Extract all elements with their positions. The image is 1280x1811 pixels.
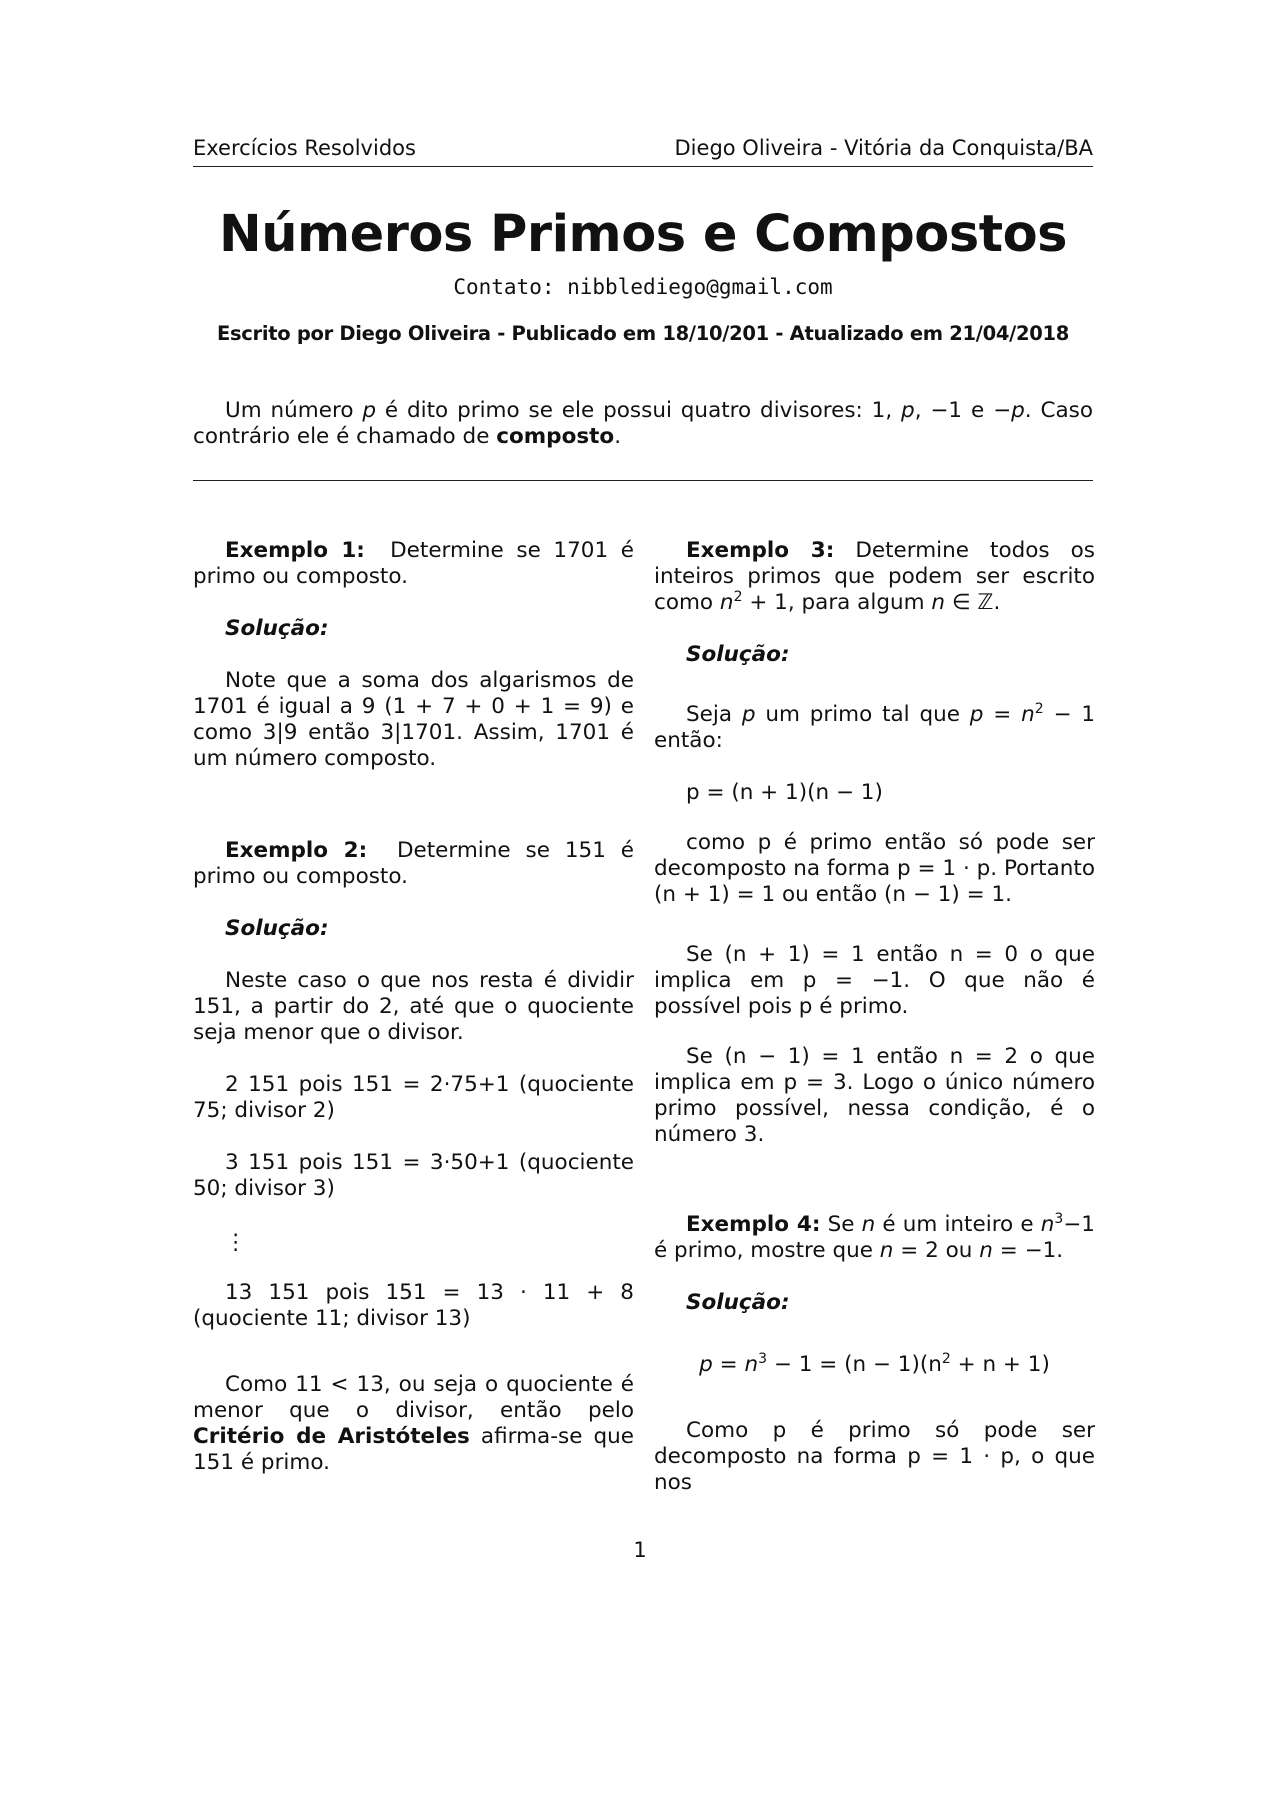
solution-label: Solução:	[225, 616, 329, 641]
equation-2: $p = n^3 - 1 = (n - 1)(n^2 + n + 1)$	[699, 1351, 1050, 1377]
example-3-para-2: Se (n + 1) = 1 então n = 0 o que implica em p = −1. O que não é possível pois p é primo.	[654, 942, 1095, 1019]
header-right: Diego Oliveira - Vitória da Conquista/BA	[674, 136, 1093, 160]
division-step-2: 3 151 pois 151 = 3·50+1 (quociente 50; divisor 3)	[193, 1150, 634, 1201]
header-left: Exercícios Resolvidos	[193, 136, 416, 160]
running-header	[193, 136, 1093, 167]
byline: Escrito por Diego Oliveira - Publicado em 18/10/201 - Atualizado em 21/04/2018	[216, 322, 1070, 345]
example-3-para-1: como p é primo então só pode ser decomposto na forma p = 1 · p. Portanto (n + 1) = 1 ou então (n − 1) = 1.	[654, 830, 1095, 907]
example-4: Exemplo 4: Se n é um inteiro e $n^3-1$ é primo, mostre que n = 2 ou n = −1.	[654, 1211, 1095, 1263]
example-1-solution: Note que a soma dos algarismos de 1701 é igual a 9 (1 + 7 + 0 + 1 = 9) e como 3|9 então 3|1701. Assim, 1701 é um número composto.	[193, 668, 634, 771]
division-step-3: 13 151 pois 151 = 13 · 11 + 8 (quociente 11; divisor 13)	[193, 1280, 634, 1331]
document-title: Números Primos e Compostos	[219, 205, 1067, 264]
example-1: Exemplo 1: Determine se 1701 é primo ou composto.	[193, 538, 634, 589]
right-column	[654, 538, 1095, 1496]
solution-label: Solução:	[686, 642, 790, 667]
equation-1: p = (n + 1)(n − 1)	[686, 780, 883, 805]
divider	[193, 480, 1093, 481]
left-column	[193, 538, 634, 1476]
vertical-dots: ⋮	[225, 1230, 247, 1255]
example-2: Exemplo 2: Determine se 151 é primo ou composto.	[193, 838, 634, 889]
example-4-para: Como p é primo só pode ser decomposto na forma p = 1 · p, o que nos	[654, 1418, 1095, 1495]
solution-label: Solução:	[686, 1290, 790, 1315]
example-2-solution: Neste caso o que nos resta é dividir 151, a partir do 2, até que o quociente seja menor que o divisor.	[193, 968, 634, 1045]
example-3-solution-intro: Seja p um primo tal que $p = n^2 - 1$ então:	[654, 701, 1095, 753]
division-step-1: 2 151 pois 151 = 2·75+1 (quociente 75; divisor 2)	[193, 1072, 634, 1123]
example-3-para-3: Se (n − 1) = 1 então n = 2 o que implica em p = 3. Logo o único número primo possível, nessa condição, é o número 3.	[654, 1044, 1095, 1147]
contact-line: Contato: nibblediego@gmail.com	[453, 275, 833, 299]
example-3: Exemplo 3: Determine todos os inteiros primos que podem ser escrito como $n^2 + 1$, para algum n ∈ ℤ.	[654, 538, 1095, 615]
example-2-conclusion: Como 11 < 13, ou seja o quociente é menor que o divisor, então pelo Critério de Aristóteles afirma-se que 151 é primo.	[193, 1372, 634, 1475]
page-number: 1	[633, 1538, 647, 1562]
solution-label: Solução:	[225, 916, 329, 941]
intro-paragraph: Um número p é dito primo se ele possui quatro divisores: 1, p, −1 e −p. Caso contrário ele é chamado de composto.	[193, 398, 1093, 449]
